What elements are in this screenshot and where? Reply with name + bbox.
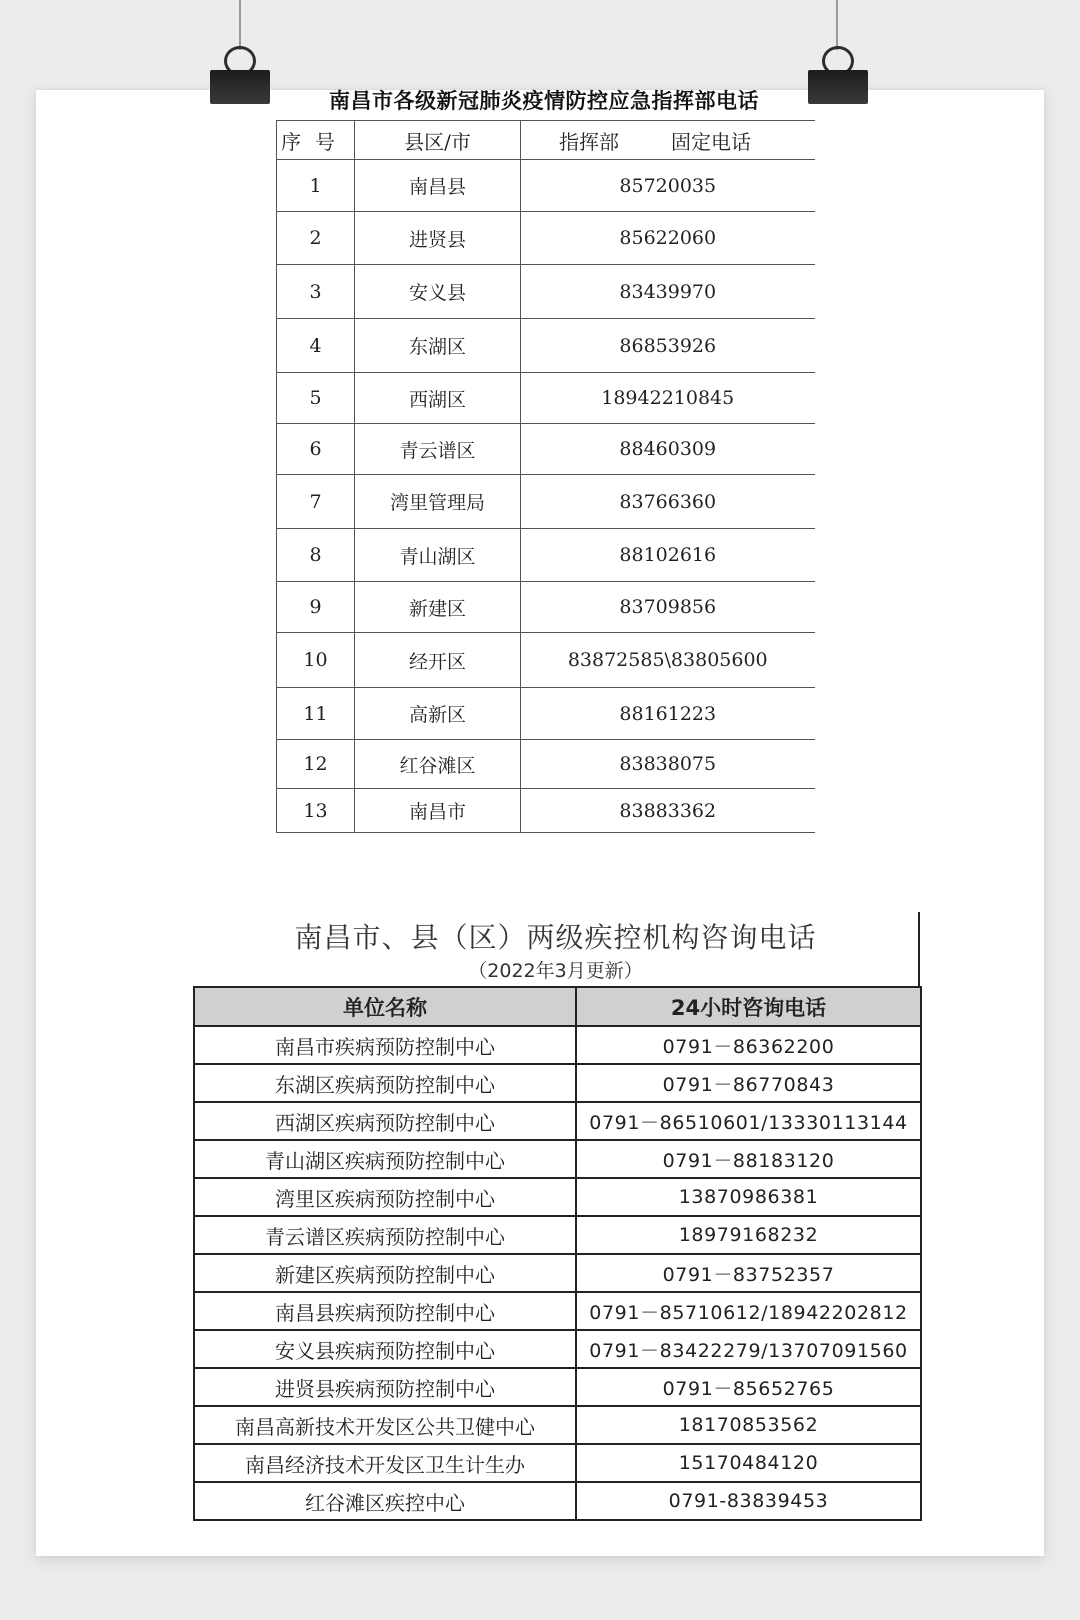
table2-row [194,1482,921,1520]
row-unit-name: 安义县疾病预防控制中心 [194,1330,576,1368]
row-phone: 83709856 [521,582,815,633]
row-unit-name: 青云谱区疾病预防控制中心 [194,1216,576,1254]
table2-row [194,1330,921,1368]
row-consult-phone: 18979168232 [576,1216,921,1254]
header-district: 县区/市 [355,121,521,160]
table1-row [277,212,815,265]
row-consult-phone: 18170853562 [576,1406,921,1444]
row-district: 新建区 [355,582,521,633]
row-consult-phone: 13870986381 [576,1178,921,1216]
table2-row [194,1406,921,1444]
table2-subtitle: （2022年3月更新） [468,960,643,982]
table1-row [277,582,815,633]
row-seq: 2 [277,212,355,265]
row-unit-name: 南昌高新技术开发区公共卫健中心 [194,1406,576,1444]
row-phone: 18942210845 [521,373,815,424]
table1-row [277,529,815,582]
table1-row [277,265,815,319]
row-consult-phone: 0791－86362200 [576,1026,921,1064]
table1-row [277,319,815,373]
row-consult-phone: 0791－85710612/18942202812 [576,1292,921,1330]
row-phone: 83439970 [521,265,815,319]
row-seq: 6 [277,424,355,475]
row-district: 红谷滩区 [355,740,521,789]
row-consult-phone: 0791－85652765 [576,1368,921,1406]
row-district: 青山湖区 [355,529,521,582]
row-phone: 83872585\83805600 [521,633,815,688]
table1-row [277,740,815,789]
hanging-string-left [239,0,241,50]
row-unit-name: 西湖区疾病预防控制中心 [194,1102,576,1140]
header-unit-name: 单位名称 [194,987,576,1026]
row-phone: 85720035 [521,160,815,212]
table2-row [194,1292,921,1330]
row-seq: 10 [277,633,355,688]
row-seq: 11 [277,688,355,740]
row-consult-phone: 0791－83752357 [576,1254,921,1292]
row-district: 安义县 [355,265,521,319]
row-district: 经开区 [355,633,521,688]
table2-row [194,1102,921,1140]
table1-row [277,424,815,475]
row-unit-name: 湾里区疾病预防控制中心 [194,1178,576,1216]
row-seq: 13 [277,789,355,833]
row-seq: 9 [277,582,355,633]
row-district: 东湖区 [355,319,521,373]
table2-row [194,1178,921,1216]
binder-clip-left-icon [210,46,270,104]
row-district: 南昌市 [355,789,521,833]
row-unit-name: 红谷滩区疾控中心 [194,1482,576,1520]
row-unit-name: 进贤县疾病预防控制中心 [194,1368,576,1406]
row-district: 进贤县 [355,212,521,265]
row-phone: 83766360 [521,475,815,529]
table2-row [194,1140,921,1178]
row-unit-name: 南昌市疾病预防控制中心 [194,1026,576,1064]
row-consult-phone: 15170484120 [576,1444,921,1482]
row-district: 高新区 [355,688,521,740]
row-unit-name: 青山湖区疾病预防控制中心 [194,1140,576,1178]
hanging-string-right [836,0,838,50]
table1-row [277,475,815,529]
table1-header-row [277,121,815,160]
table2-row [194,1368,921,1406]
row-phone: 85622060 [521,212,815,265]
command-center-table [276,120,815,833]
row-unit-name: 南昌经济技术开发区卫生计生办 [194,1444,576,1482]
row-unit-name: 南昌县疾病预防控制中心 [194,1292,576,1330]
table2-row [194,1216,921,1254]
row-seq: 8 [277,529,355,582]
header-24h-phone: 24小时咨询电话 [576,987,921,1026]
row-consult-phone: 0791－86510601/13330113144 [576,1102,921,1140]
row-seq: 3 [277,265,355,319]
row-unit-name: 新建区疾病预防控制中心 [194,1254,576,1292]
row-district: 西湖区 [355,373,521,424]
row-district: 湾里管理局 [355,475,521,529]
table2-frame-line [918,912,920,988]
row-consult-phone: 0791-83839453 [576,1482,921,1520]
table2-row [194,1254,921,1292]
header-phone: 指挥部 固定电话 [521,121,815,160]
table1-row [277,688,815,740]
row-unit-name: 东湖区疾病预防控制中心 [194,1064,576,1102]
row-consult-phone: 0791－83422279/13707091560 [576,1330,921,1368]
table1-title: 南昌市各级新冠肺炎疫情防控应急指挥部电话 [329,88,759,113]
binder-clip-right-icon [808,46,868,104]
row-phone: 86853926 [521,319,815,373]
row-seq: 4 [277,319,355,373]
table2-title: 南昌市、县（区）两级疾控机构咨询电话 [294,921,817,954]
row-district: 青云谱区 [355,424,521,475]
table2-header-row [194,987,921,1026]
row-seq: 12 [277,740,355,789]
row-phone: 88161223 [521,688,815,740]
table2-row [194,1444,921,1482]
table2-row [194,1026,921,1064]
header-seq: 序 号 [277,121,355,160]
row-phone: 88102616 [521,529,815,582]
table2-row [194,1064,921,1102]
table1-row [277,789,815,833]
row-phone: 83838075 [521,740,815,789]
table1-row [277,373,815,424]
row-district: 南昌县 [355,160,521,212]
table1-row [277,633,815,688]
row-seq: 5 [277,373,355,424]
row-consult-phone: 0791－86770843 [576,1064,921,1102]
row-phone: 88460309 [521,424,815,475]
cdc-consultation-table [193,986,922,1521]
row-consult-phone: 0791－88183120 [576,1140,921,1178]
row-phone: 83883362 [521,789,815,833]
row-seq: 7 [277,475,355,529]
table1-row [277,160,815,212]
row-seq: 1 [277,160,355,212]
